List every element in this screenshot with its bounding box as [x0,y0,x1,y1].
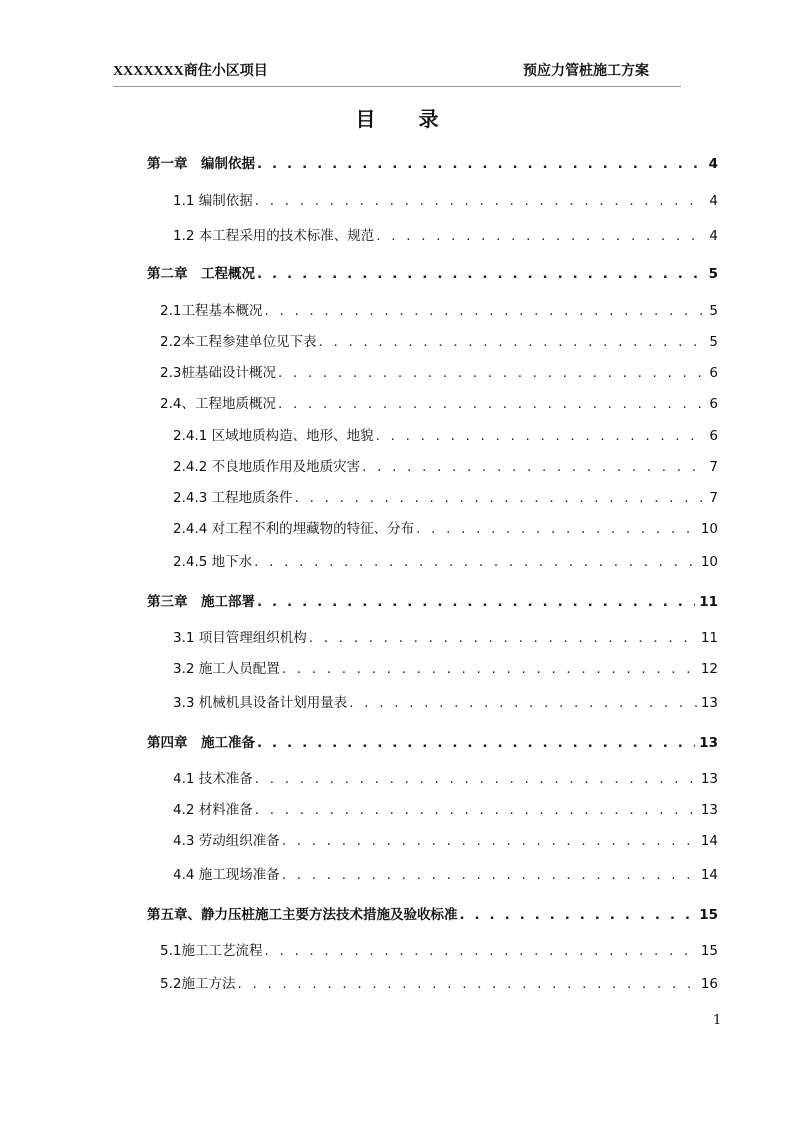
toc-entry-label: 2.4.1 区域地质构造、地形、地貌 [173,428,374,444]
dot-leader [282,867,697,883]
toc-entry-2-4-3[interactable] [173,486,718,506]
toc-entry-label: 1.2 本工程采用的技术标准、规范 [173,228,375,244]
toc-entry-2-4-5[interactable] [173,550,718,570]
toc-entry-chapter-1[interactable] [147,152,718,172]
toc-entry-label: 第二章 工程概况 [147,266,255,282]
toc-entry-label: 2.4.5 地下水 [173,554,253,570]
toc-entry-page: 16 [700,976,718,992]
toc-entry-label: 第四章 施工准备 [147,735,255,751]
toc-entry-page: 14 [700,833,718,849]
toc-entry-page: 4 [709,228,718,244]
toc-entry-5-1[interactable] [160,939,718,959]
dot-leader [254,554,697,570]
toc-entry-chapter-2[interactable] [147,262,718,282]
toc-entry-4-1[interactable] [173,767,718,787]
toc-entry-label: 2.4.3 工程地质条件 [173,490,293,506]
dot-leader [257,156,705,172]
toc-entry-page: 14 [700,867,718,883]
toc-entry-label: 2.2本工程参建单位见下表 [160,334,317,350]
toc-entry-2-1[interactable] [160,299,718,319]
toc-entry-2-3[interactable] [160,361,718,381]
dot-leader [416,521,697,537]
dot-leader [376,228,705,244]
toc-entry-1-1[interactable] [173,189,718,209]
toc-entry-page: 13 [700,771,718,787]
dot-leader [376,428,706,444]
toc-entry-page: 4 [709,193,718,209]
dot-leader [264,303,705,319]
toc-entry-page: 15 [700,943,718,959]
toc-entry-2-2[interactable] [160,330,718,350]
toc-entry-chapter-4[interactable] [147,731,718,751]
toc-entry-label: 4.1 技术准备 [173,771,253,787]
toc-entry-page: 13 [700,802,718,818]
toc-entry-label: 2.3桩基础设计概况 [160,365,276,381]
dot-leader [255,771,697,787]
toc-entry-label: 2.4.2 不良地质作用及地质灾害 [173,459,361,475]
toc-entry-4-2[interactable] [173,798,718,818]
toc-entry-page: 10 [700,521,718,537]
toc-entry-label: 2.1工程基本概况 [160,303,263,319]
dot-leader [282,661,697,677]
toc-entry-page: 10 [700,554,718,570]
dot-leader [255,193,706,209]
toc-entry-page: 13 [700,695,718,711]
toc-entry-label: 第三章 施工部署 [147,594,255,610]
toc-entry-page: 7 [709,459,718,475]
toc-entry-label: 4.3 劳动组织准备 [173,833,280,849]
toc-entry-label: 5.1施工工艺流程 [160,943,263,959]
dot-leader [264,943,696,959]
toc-entry-page: 6 [709,396,718,412]
toc-entry-page: 11 [700,630,718,646]
toc-entry-label: 第五章、静力压桩施工主要方法技术措施及验收标准 [147,907,458,923]
header-document-title: 预应力管桩施工方案 [523,64,649,79]
toc-entry-2-4[interactable] [160,392,718,412]
toc-entry-page: 7 [709,490,718,506]
toc-entry-label: 3.1 项目管理组织机构 [173,630,307,646]
toc-entry-page: 5 [709,303,718,319]
toc-entry-3-2[interactable] [173,657,718,677]
toc-entry-4-3[interactable] [173,829,718,849]
toc-entry-4-4[interactable] [173,863,718,883]
toc-entry-3-1[interactable] [173,626,718,646]
toc-entry-page: 13 [699,735,718,751]
toc-entry-page: 4 [708,156,718,172]
page-number: 1 [713,1013,722,1028]
toc-entry-label: 2.4、工程地质概况 [160,396,276,412]
toc-entry-page: 6 [709,428,718,444]
toc-entry-chapter-3[interactable] [147,590,718,610]
toc-entry-2-4-4[interactable] [173,517,718,537]
toc-entry-label: 2.4.4 对工程不利的埋藏物的特征、分布 [173,521,415,537]
toc-entry-label: 5.2施工方法 [160,976,236,992]
dot-leader [255,802,697,818]
toc-entry-label: 1.1 编制依据 [173,193,253,209]
toc-entry-chapter-5[interactable] [147,903,718,923]
dot-leader [318,334,705,350]
toc-entry-page: 5 [709,334,718,350]
toc-entry-label: 第一章 编制依据 [147,156,255,172]
toc-entry-1-2[interactable] [173,224,718,244]
dot-leader [237,976,696,992]
dot-leader [460,907,696,923]
dot-leader [349,695,697,711]
dot-leader [257,594,695,610]
toc-entry-3-3[interactable] [173,691,718,711]
header-project-name: XXXXXXX商住小区项目 [113,64,268,79]
dot-leader [362,459,705,475]
dot-leader [309,630,697,646]
dot-leader [257,735,695,751]
header-divider [113,86,681,87]
toc-entry-page: 15 [699,907,718,923]
toc-entry-page: 11 [699,594,718,610]
toc-entry-page: 6 [709,365,718,381]
toc-entry-label: 4.4 施工现场准备 [173,867,280,883]
toc-entry-page: 12 [700,661,718,677]
toc-entry-2-4-1[interactable] [173,424,718,444]
dot-leader [278,396,705,412]
dot-leader [295,490,706,506]
toc-title: 目 录 [355,107,457,131]
toc-entry-label: 4.2 材料准备 [173,802,253,818]
toc-entry-label: 3.2 施工人员配置 [173,661,280,677]
toc-entry-page: 5 [708,266,718,282]
dot-leader [278,365,705,381]
toc-entry-5-2[interactable] [160,972,718,992]
toc-entry-2-4-2[interactable] [173,455,718,475]
toc-entry-label: 3.3 机械机具设备计划用量表 [173,695,348,711]
dot-leader [257,266,705,282]
dot-leader [282,833,697,849]
